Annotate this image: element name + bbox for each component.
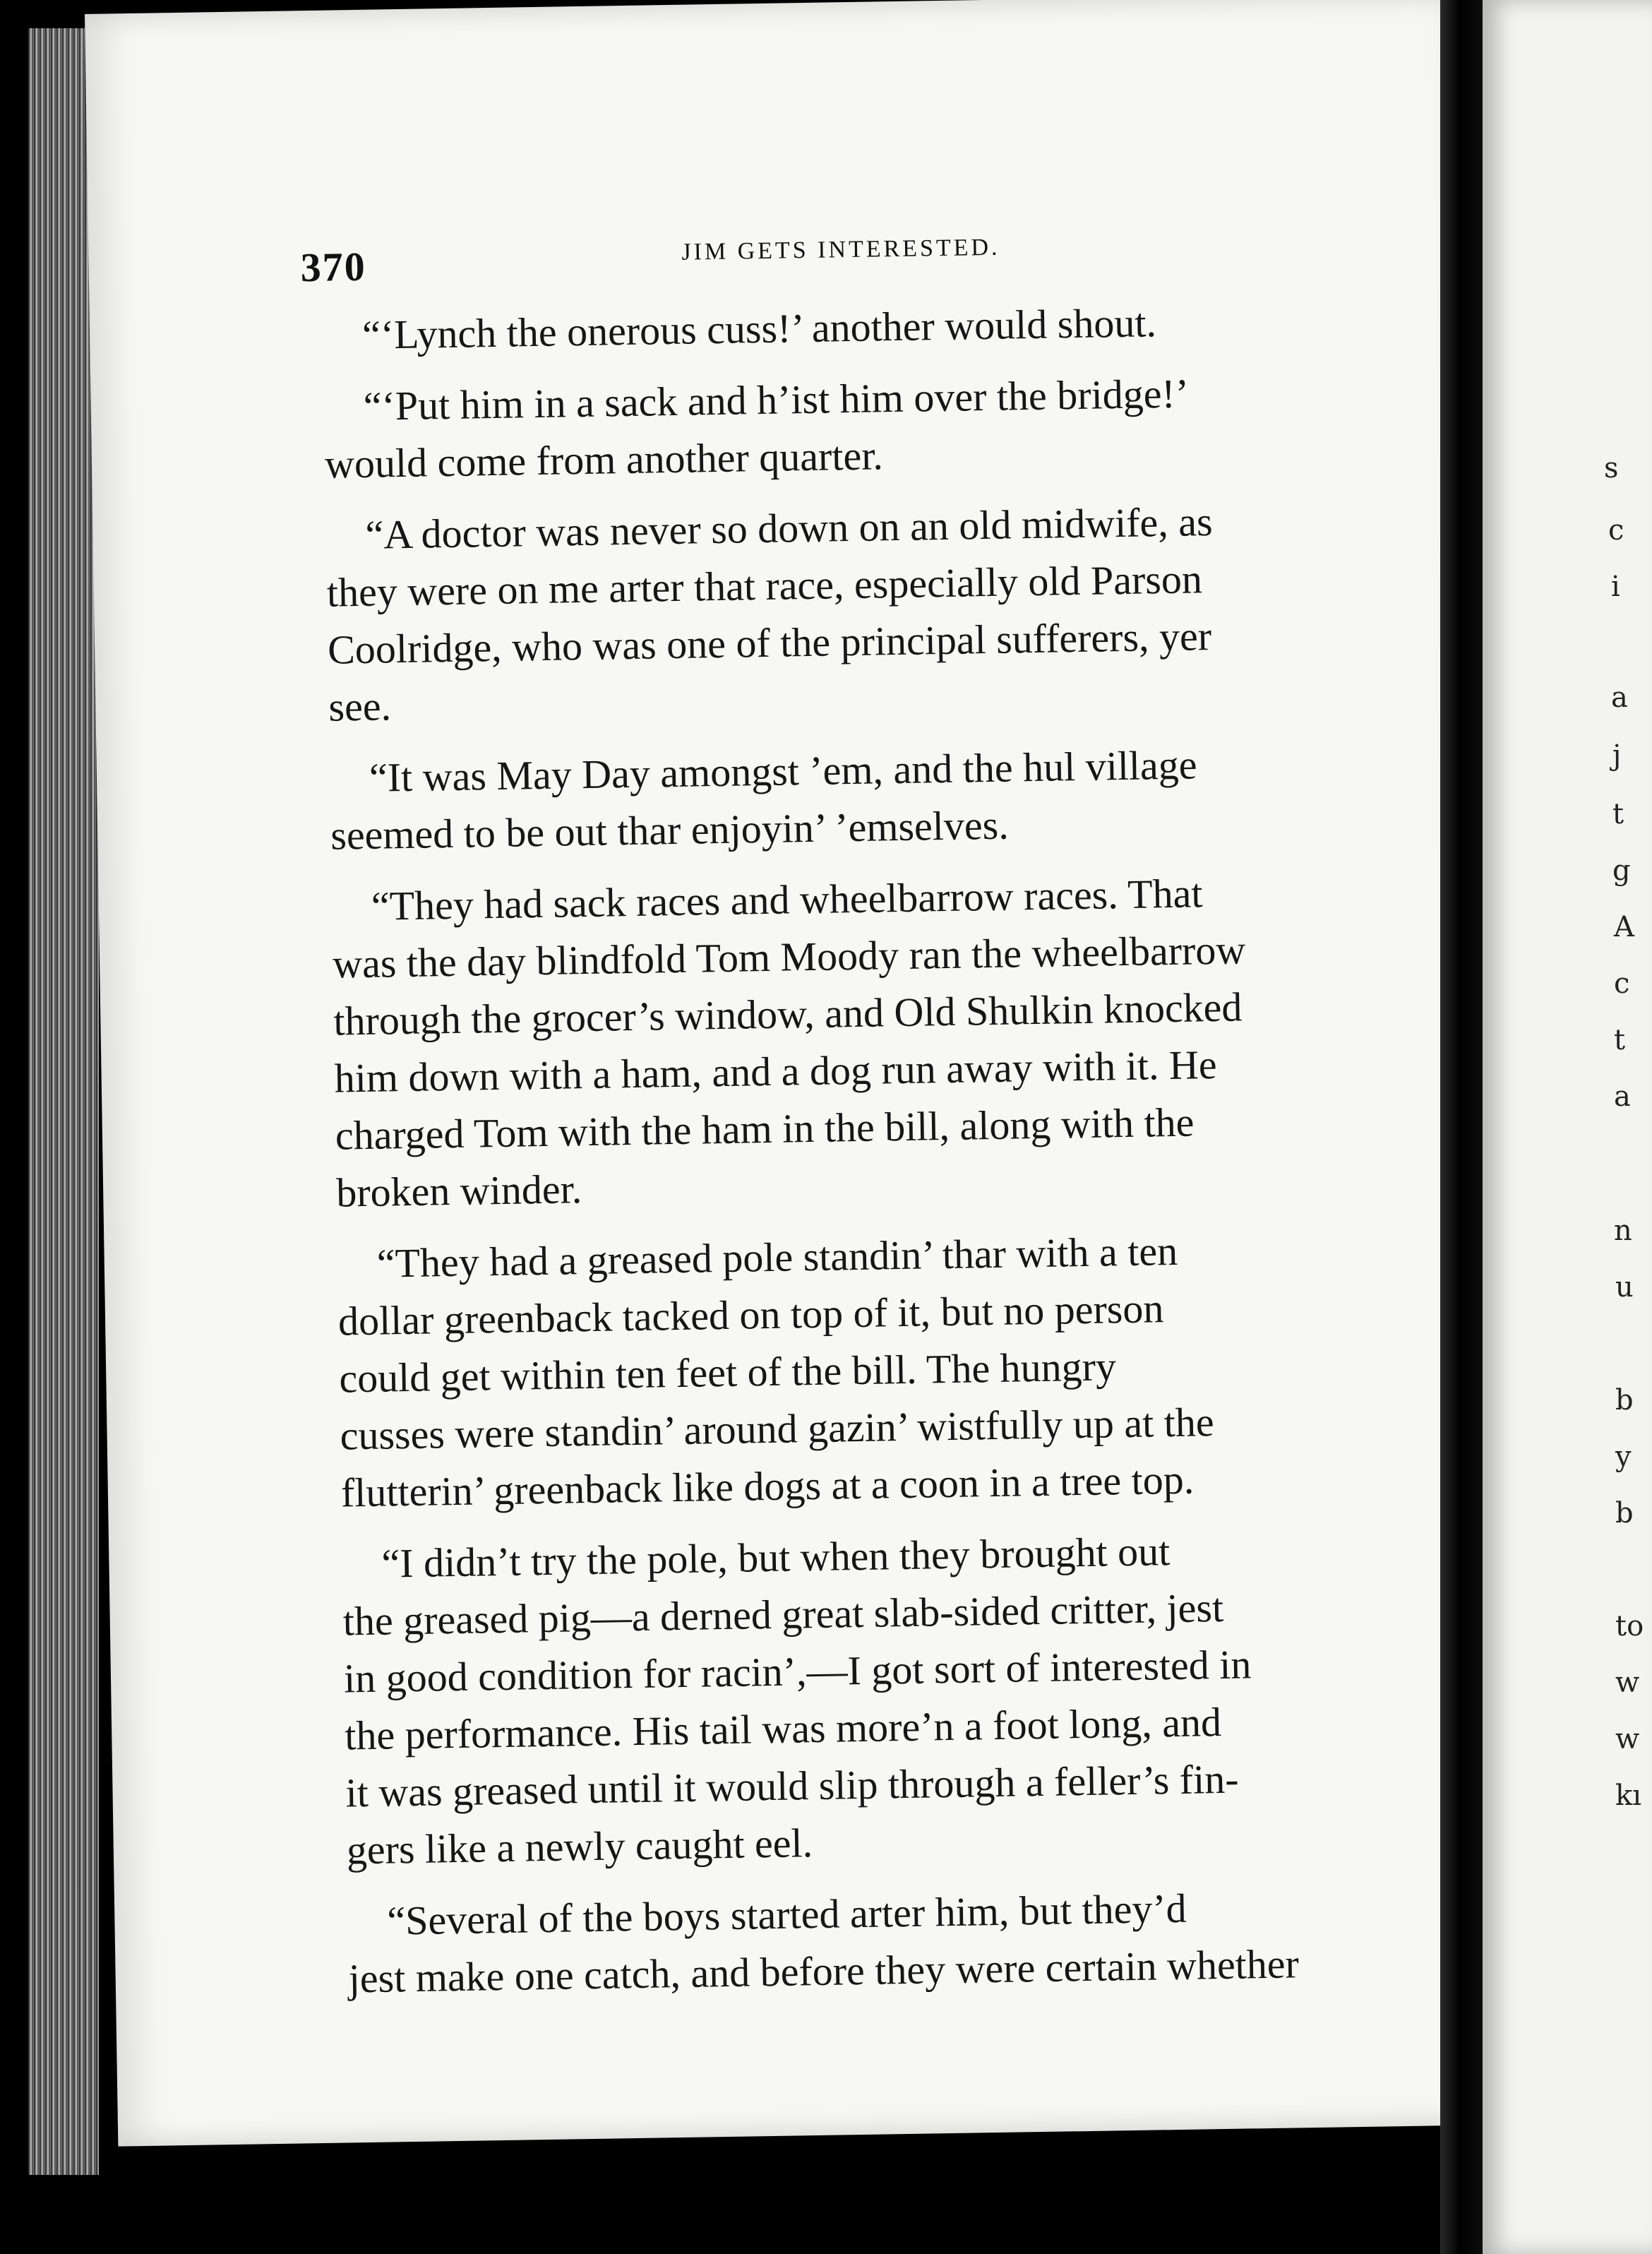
text-line: jest make one catch, and before they were certain whether: [348, 1940, 1300, 2002]
text-line: gers like a newly caught eel.: [346, 1820, 813, 1873]
facing-fragment: to: [1615, 1610, 1644, 1642]
text-line: “A doctor was never so down on an old midwife, as: [365, 499, 1214, 558]
paragraph: [347, 1876, 1422, 2008]
facing-fragment: b: [1615, 1384, 1634, 1417]
body-text: [323, 290, 1423, 2008]
text-line: “It was May Day amongst ’em, and the hul village: [369, 741, 1197, 801]
text-line: see.: [328, 683, 392, 730]
facing-fragment: j: [1612, 739, 1622, 772]
page-header: [300, 220, 1388, 293]
text-line: “‘Put him in a sack and h’ist him over the bridge!’: [363, 370, 1190, 429]
page-edges: [28, 28, 99, 2175]
text-line: “They had sack races and wheelbarrow races. That: [371, 870, 1203, 929]
facing-fragment: u: [1615, 1271, 1634, 1304]
facing-fragment: t: [1614, 1024, 1626, 1056]
text-line: flutterin’ greenback like dogs at a coon in a tree top.: [340, 1456, 1195, 1516]
left-page: [85, 0, 1502, 2147]
text-line: seemed to be out thar enjoyin’ ’emselves.: [330, 801, 1010, 859]
facing-fragment: t: [1612, 798, 1624, 830]
text-line: the greased pig—a derned great slab-sided critter, jest: [342, 1584, 1224, 1645]
facing-fragment: a: [1611, 681, 1628, 714]
paragraph: [342, 1519, 1420, 1879]
facing-fragment: n: [1614, 1215, 1632, 1247]
text-line: the performance. His tail was more’n a foot long, and: [344, 1699, 1222, 1759]
paragraph: [337, 1219, 1414, 1522]
text-line: “They had a greased pole standin’ thar with a ten: [376, 1227, 1178, 1287]
facing-fragment: b: [1615, 1497, 1634, 1530]
text-line: “I didn’t try the pole, but when they brought out: [381, 1528, 1171, 1587]
facing-fragment: y: [1615, 1441, 1632, 1473]
facing-fragment: g: [1612, 854, 1631, 887]
text-line: would come from another quarter.: [324, 432, 884, 487]
paragraph: [323, 362, 1398, 493]
facing-fragment: kı: [1615, 1779, 1642, 1812]
facing-fragment: w: [1615, 1723, 1640, 1755]
text-line: “‘Lynch the onerous cuss!’ another would shout.: [361, 299, 1157, 358]
paragraph: [331, 861, 1409, 1222]
text-line: was the day blindfold Tom Moody ran the wheelbarrow: [332, 926, 1246, 987]
facing-fragment: c: [1614, 967, 1630, 1000]
paragraph: [325, 490, 1402, 736]
facing-fragment: c: [1608, 514, 1624, 547]
facing-fragment: a: [1614, 1080, 1631, 1113]
text-line: dollar greenback tacked on top of it, but no person: [337, 1285, 1164, 1344]
text-line: charged Tom with the ham in the bill, along with the: [335, 1099, 1195, 1159]
facing-fragment: w: [1615, 1666, 1640, 1699]
text-line: through the grocer’s window, and Old Shulkin knocked: [333, 984, 1243, 1044]
text-line: in good condition for racin’,—I got sort of interested in: [343, 1641, 1252, 1702]
facing-fragment: i: [1611, 571, 1620, 603]
page-number: 370: [300, 243, 367, 291]
text-line: “Several of the boys started arter him, but they’d: [386, 1885, 1187, 1944]
text-line: could get within ten feet of the bill. The hungry: [338, 1343, 1117, 1402]
text-line: they were on me arter that race, especially old Parson: [326, 556, 1203, 616]
text-line: Coolridge, who was one of the principal sufferers, yer: [327, 613, 1212, 673]
text-line: cusses were standin’ around gazin’ wistfully up at the: [340, 1399, 1215, 1459]
text-line: it was greased until it would slip through a feller’s fin-: [345, 1755, 1239, 1816]
text-line: broken winder.: [335, 1166, 582, 1216]
paragraph: [329, 733, 1403, 864]
facing-fragment: A: [1614, 911, 1634, 943]
facing-fragment: s: [1604, 452, 1619, 484]
running-head: JIM GETS INTERESTED.: [681, 234, 1000, 266]
text-line: him down with a ham, and a dog run away with it. He: [334, 1042, 1218, 1102]
facing-page: [1483, 0, 1652, 2254]
